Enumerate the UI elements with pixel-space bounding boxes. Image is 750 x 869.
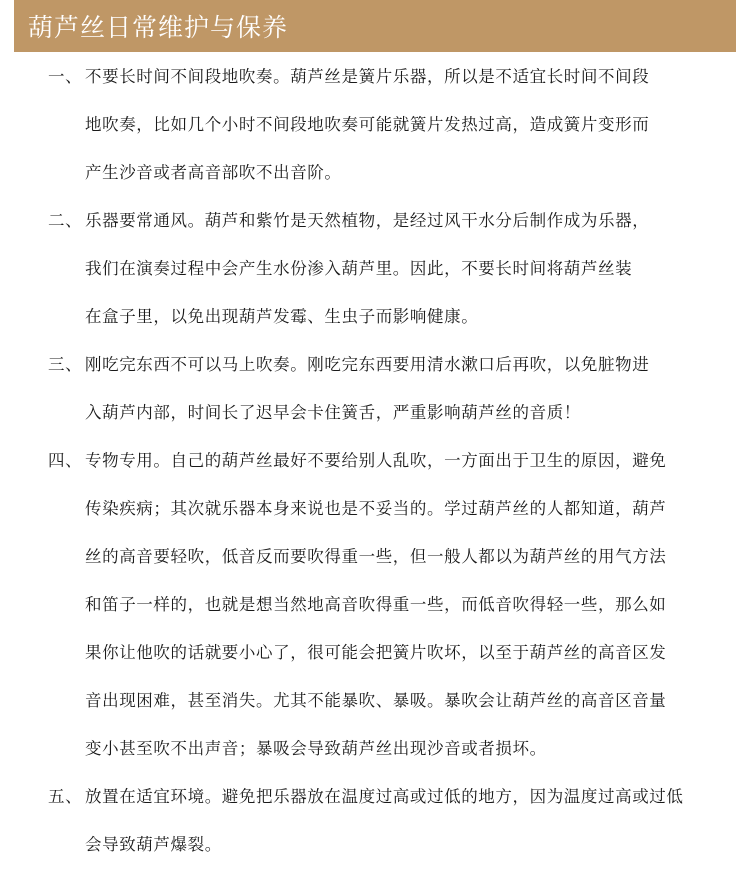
item-text-line: 刚吃完东西不可以马上吹奏。刚吃完东西要用清水漱口后再吹，以免脏物进 bbox=[85, 355, 650, 374]
header-bar bbox=[14, 0, 736, 52]
item-text-line: 地吹奏，比如几个小时不间段地吹奏可能就簧片发热过高，造成簧片变形而 bbox=[85, 115, 650, 134]
item-text-line: 乐器要常通风。葫芦和紫竹是天然植物，是经过风干水分后制作成为乐器， bbox=[85, 211, 650, 230]
item-number: 四、 bbox=[48, 451, 83, 470]
item-text-line: 传染疾病；其次就乐器本身来说也是不妥当的。学过葫芦丝的人都知道，葫芦 bbox=[85, 499, 667, 518]
item-text-line: 变小甚至吹不出声音；暴吸会导致葫芦丝出现沙音或者损坏。 bbox=[85, 739, 547, 758]
page-title: 葫芦丝日常维护与保养 bbox=[28, 13, 289, 42]
item-text-line: 入葫芦内部，时间长了迟早会卡住簧舌，严重影响葫芦丝的音质！ bbox=[85, 403, 581, 422]
item-number: 一、 bbox=[48, 67, 83, 86]
item-text-line: 专物专用。自己的葫芦丝最好不要给别人乱吹，一方面出于卫生的原因，避免 bbox=[85, 451, 667, 470]
item-text-line: 音出现困难，甚至消失。尤其不能暴吹、暴吸。暴吹会让葫芦丝的高音区音量 bbox=[85, 691, 667, 710]
item-number: 五、 bbox=[48, 787, 83, 806]
item-number: 三、 bbox=[48, 355, 83, 374]
item-text-line: 在盒子里，以免出现葫芦发霉、生虫子而影响健康。 bbox=[85, 307, 479, 326]
item-number: 二、 bbox=[48, 211, 83, 230]
item-text-line: 丝的高音要轻吹，低音反而要吹得重一些，但一般人都以为葫芦丝的用气方法 bbox=[85, 547, 667, 566]
item-text-line: 产生沙音或者高音部吹不出音阶。 bbox=[85, 163, 342, 182]
item-text-line: 会导致葫芦爆裂。 bbox=[85, 835, 222, 854]
item-text-line: 和笛子一样的，也就是想当然地高音吹得重一些，而低音吹得轻一些，那么如 bbox=[85, 595, 667, 614]
item-text-line: 不要长时间不间段地吹奏。葫芦丝是簧片乐器，所以是不适宜长时间不间段 bbox=[85, 67, 650, 86]
item-text-line: 果你让他吹的话就要小心了，很可能会把簧片吹坏，以至于葫芦丝的高音区发 bbox=[85, 643, 667, 662]
item-text-line: 放置在适宜环境。避免把乐器放在温度过高或过低的地方，因为温度过高或过低 bbox=[85, 787, 684, 806]
item-text-line: 我们在演奏过程中会产生水份渗入葫芦里。因此，不要长时间将葫芦丝装 bbox=[85, 259, 633, 278]
